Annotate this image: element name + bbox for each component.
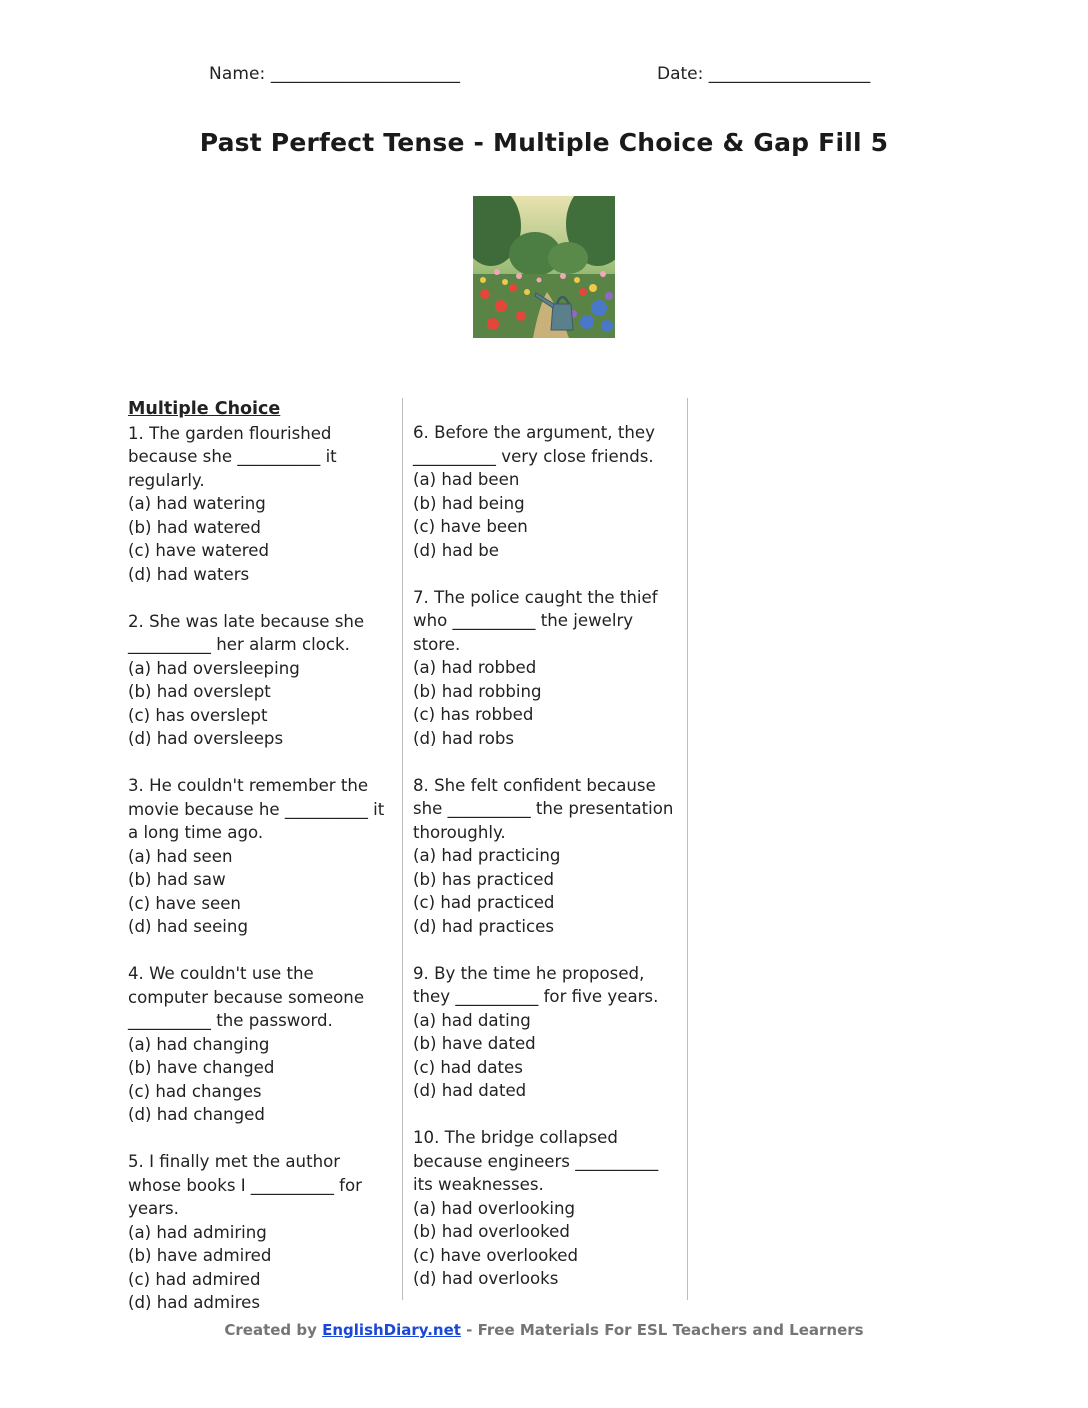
footer-link[interactable]: EnglishDiary.net	[322, 1321, 461, 1339]
answer-option: (d) had dated	[413, 1081, 527, 1100]
answer-option: (c) had practiced	[413, 893, 555, 912]
answer-option: (c) had admired	[128, 1269, 261, 1289]
answer-option: (c) has robbed	[413, 705, 534, 724]
worksheet-title: Past Perfect Tense - Multiple Choice & Gap Fill 5	[199, 128, 889, 157]
answer-option: (b) had overslept	[128, 682, 271, 701]
question-2	[128, 610, 393, 751]
question-1	[128, 422, 393, 587]
question-text: 6. Before the argument, they __________ very close friends.	[413, 423, 655, 466]
question-4	[128, 962, 393, 1127]
answer-option: (b) had being	[413, 493, 525, 513]
question-text: 8. She felt confident because she __________ the presentation thoroughly.	[413, 775, 674, 842]
answer-option: (c) had changes	[128, 1081, 262, 1101]
answer-option: (d) had changed	[128, 1105, 265, 1124]
answer-option: (a) had watering	[128, 494, 266, 513]
date-field-label: Date: ___________________	[657, 64, 871, 84]
question-text: 1. The garden flourished because she __________ it regularly.	[128, 423, 337, 490]
answer-option: (c) have seen	[128, 893, 241, 913]
answer-option: (a) had admiring	[128, 1222, 267, 1242]
answer-option: (a) had dating	[413, 1010, 531, 1030]
answer-option: (d) had overlooks	[413, 1269, 559, 1288]
answer-option: (c) has overslept	[128, 705, 268, 725]
right-column	[413, 421, 681, 1314]
footer-prefix: Created by	[224, 1321, 323, 1339]
answer-option: (b) had overlooked	[413, 1222, 570, 1241]
answer-option: (d) had be	[413, 540, 499, 560]
column-divider	[402, 398, 403, 1300]
answer-option: (a) had practicing	[413, 846, 561, 865]
garden-illustration	[473, 196, 615, 338]
footer-suffix: - Free Materials For ESL Teachers and Learners	[460, 1321, 864, 1339]
answer-option: (b) have admired	[128, 1246, 272, 1265]
question-7	[413, 586, 681, 751]
answer-option: (d) had waters	[128, 564, 250, 584]
answer-option: (c) have overlooked	[413, 1245, 579, 1265]
answer-option: (a) had overlooking	[413, 1198, 576, 1218]
answer-option: (d) had seeing	[128, 917, 248, 936]
question-5	[128, 1150, 393, 1315]
question-3	[128, 774, 393, 939]
question-text: 5. I finally met the author whose books I __________ for years.	[128, 1152, 362, 1218]
question-text: 4. We couldn't use the computer because someone __________ the password.	[128, 964, 365, 1030]
footer	[0, 1321, 1088, 1339]
section-heading: Multiple Choice	[128, 399, 281, 419]
question-text: 2. She was late because she __________ her alarm clock.	[128, 611, 365, 654]
answer-option: (b) had saw	[128, 870, 226, 889]
answer-option: (d) had practices	[413, 916, 554, 936]
question-text: 3. He couldn't remember the movie because he __________ it a long time ago.	[128, 776, 385, 842]
answer-option: (b) had watered	[128, 517, 261, 537]
question-9	[413, 962, 681, 1103]
name-field-label: Name: ______________________	[209, 64, 461, 84]
question-6	[413, 421, 681, 562]
answer-option: (a) had robbed	[413, 658, 537, 677]
answer-option: (a) had oversleeping	[128, 658, 300, 678]
answer-option: (b) has practiced	[413, 869, 554, 889]
question-text: 9. By the time he proposed, they __________ for five years.	[413, 963, 659, 1006]
answer-option: (b) have changed	[128, 1058, 275, 1077]
column-divider	[687, 398, 688, 1300]
answer-option: (a) had seen	[128, 846, 233, 866]
question-text: 7. The police caught the thief who __________ the jewelry store.	[413, 587, 658, 654]
answer-option: (b) have dated	[413, 1034, 536, 1053]
question-8	[413, 774, 681, 939]
answer-option: (c) have been	[413, 517, 528, 536]
left-column	[128, 398, 393, 1338]
answer-option: (b) had robbing	[413, 681, 542, 701]
answer-option: (c) have watered	[128, 541, 269, 560]
answer-option: (d) had oversleeps	[128, 729, 284, 748]
answer-option: (a) had been	[413, 470, 520, 489]
question-text: 10. The bridge collapsed because engineers __________ its weaknesses.	[413, 1128, 659, 1194]
answer-option: (d) had admires	[128, 1293, 261, 1312]
answer-option: (c) had dates	[413, 1057, 523, 1077]
answer-option: (d) had robs	[413, 728, 515, 748]
answer-option: (a) had changing	[128, 1034, 270, 1054]
question-10	[413, 1126, 681, 1291]
